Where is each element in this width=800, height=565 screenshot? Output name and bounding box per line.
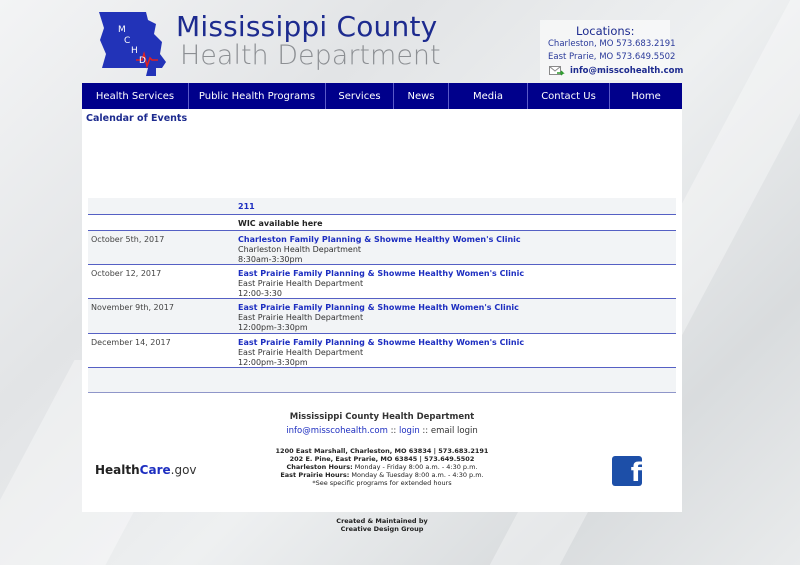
footer-email-login-link[interactable]: email login [430,426,478,436]
event-time: 12:00pm-3:30pm [238,358,308,367]
footer-hours-charleston: Charleston Hours: Monday - Friday 8:00 a.m. - 4:30 p.m. [286,463,478,471]
footer-email-link[interactable]: info@misscohealth.com [286,426,388,436]
list-item [88,334,676,368]
event-location: East Prairie Health Department [238,313,364,322]
footer-login-link[interactable]: login [399,426,420,436]
logo-letter: H [131,46,138,56]
list-item [88,231,676,265]
main-content [82,109,682,512]
header-email-link[interactable]: info@misscohealth.com [570,66,684,76]
link-separator: :: [422,426,429,436]
email-arrow-icon [549,66,565,77]
nav-services[interactable]: Services [326,83,394,109]
location-east-prarie: East Prarie, MO 573.649.5502 [548,52,676,62]
footer-links [82,426,682,436]
credit-line: Created & Maintained by [336,517,428,525]
calendar-title: Calendar of Events [86,113,188,124]
nav-news[interactable]: News [394,83,449,109]
logo-letter: D [139,56,146,66]
logo-letter: M [118,25,126,35]
footer-hours-note: *See specific programs for extended hours [312,479,452,487]
facebook-icon[interactable]: f [612,456,642,486]
logo-letter: C [124,36,131,46]
event-title-link[interactable]: Charleston Family Planning & Showme Healthy Women's Clinic [238,235,521,244]
list-item [88,368,676,393]
link-separator: :: [390,426,397,436]
location-charleston: Charleston, MO 573.683.2191 [548,39,676,49]
footer-org-name: Mississippi County Health Department [289,412,475,422]
nav-public-health-programs[interactable]: Public Health Programs [189,83,326,109]
nav-contact-us[interactable]: Contact Us [528,83,610,109]
list-item [88,198,676,215]
event-title-link[interactable]: 211 [238,202,255,211]
event-location: Charleston Health Department [238,245,362,254]
events-list [88,198,676,393]
list-item [88,265,676,299]
event-location: East Prairie Health Department [238,279,364,288]
event-time: 12:00-3:30 [238,289,282,298]
event-date: October 5th, 2017 [91,235,165,244]
footer-divider [88,392,676,393]
footer-address-east-prarie: 202 E. Pine, East Prarie, MO 63845 | 573.649.5502 [289,455,475,463]
footer-hours-east-prairie: East Prairie Hours: Monday & Tuesday 8:00 a.m. - 4:30 p.m. [280,471,484,479]
nav-home[interactable]: Home [631,90,661,102]
main-nav [82,83,682,109]
locations-title: Locations: [576,24,635,38]
site-title-line1[interactable]: Mississippi County [176,10,438,43]
nav-health-services[interactable]: Health Services [82,83,189,109]
site-title-line2[interactable]: Health Department [180,40,441,71]
event-date: October 12, 2017 [91,269,162,278]
event-title-link[interactable]: East Prairie Family Planning & Showme Healthy Women's Clinic [238,269,525,278]
credit-designer[interactable]: Creative Design Group [340,525,424,533]
list-item [88,215,676,231]
nav-media[interactable]: Media [449,83,528,109]
event-date: November 9th, 2017 [91,303,174,312]
event-time: 8:30am-3:30pm [238,255,303,264]
event-date: December 14, 2017 [91,338,171,347]
healthcare-gov-logo[interactable]: HealthCare.gov [95,463,197,477]
list-item [88,299,676,334]
event-location: East Prairie Health Department [238,348,364,357]
footer-address-charleston: 1200 East Marshall, Charleston, MO 63834 | 573.683.2191 [275,447,489,455]
event-title-link[interactable]: East Prairie Family Planning & Showme Health Women's Clinic [238,303,519,312]
event-title: WIC available here [238,219,323,228]
event-time: 12:00pm-3:30pm [238,323,308,332]
event-title-link[interactable]: East Prairie Family Planning & Showme Healthy Women's Clinic [238,338,525,347]
mchd-logo-icon [96,10,170,78]
